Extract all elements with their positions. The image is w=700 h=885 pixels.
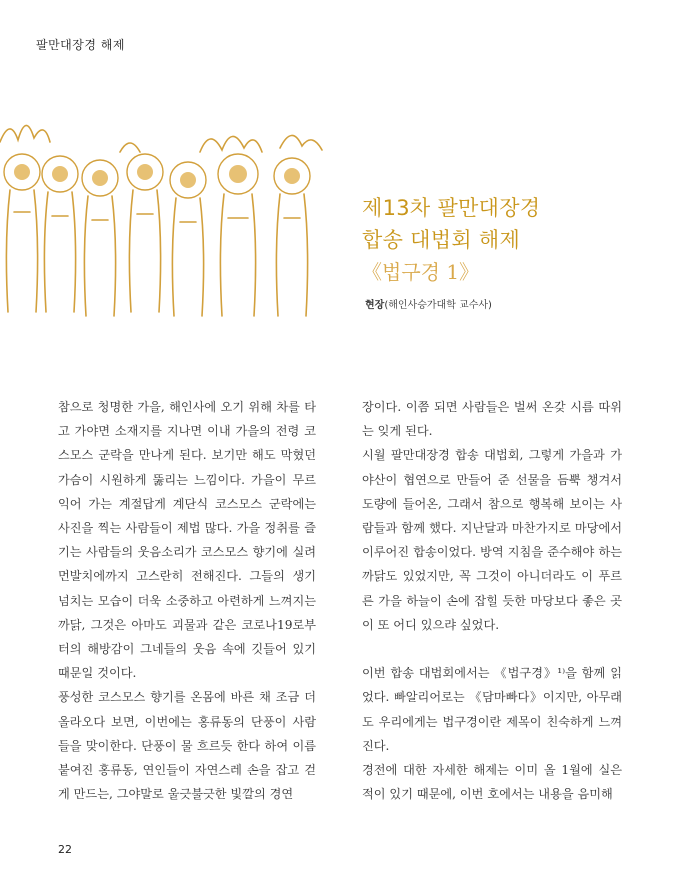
flame-background [0,125,322,152]
author-byline [365,296,492,311]
author-affiliation: (해인사승가대학 교수사) [384,300,492,311]
figure-5 [170,162,206,316]
paragraph: 장이다. 이쯤 되면 사람들은 벌써 온갖 시름 따위는 잊게 된다. [362,400,622,439]
figure-group [4,154,310,316]
figure-3 [82,160,118,316]
paragraph: 경전에 대한 자세한 해제는 이미 올 1월에 실은 적이 있기 때문에, 이번 호에서는 내용을 음미해 [362,763,622,802]
figure-7 [274,158,310,316]
page-number: 22 [58,843,72,856]
body-column-left [58,395,316,806]
author-name: 현장 [365,300,385,311]
figure-4 [127,154,163,312]
paragraph: 풍성한 코스모스 향기를 온몸에 바른 채 조금 더 올라오다 보면, 이번에는 홍류동의 단풍이 사람들을 맞이한다. 단풍이 물 흐르듯 한다 하여 이름 붙여진 홍류동, 연인들이 자연스레 손을 잡고 걷게 만드는, 그야말로 울긋불긋한 빛깔의 경연 [58,690,316,802]
body-column-right [362,395,622,806]
article-subtitle: 《법구경 1》 [362,260,480,284]
paragraph-gap [362,637,622,661]
figure-6 [218,154,258,316]
running-header: 팔만대장경 해제 [36,38,125,52]
article-title-line-2: 합송 대법회 해제 [362,228,521,252]
buddhist-figures-illustration [0,112,340,317]
article-title-block [362,192,682,287]
paragraph: 참으로 청명한 가을, 해인사에 오기 위해 차를 타고 가야면 소재지를 지나면 이내 가을의 전령 코스모스 군락을 만나게 된다. 보기만 해도 막혔던 가슴이 시원하게 뚫리는 느낌이다. 가을이 무르익어 가는 계절답게 계단식 코스모스 군락에는 사진을 찍는 사람들이 제법 많다. 가을 정취를 즐기는 사람들의 웃음소리가 코스모스 향기에 실려 먼발치에까지 고스란히 전해진다. 그들의 생기 넘치는 모습이 더욱 소중하고 아련하게 느껴지는 까닭, 그것은 아마도 괴물과 같은 코로나19로부터의 해방감이 그네들의 웃음 속에 깃들어 있기 때문일 것이다. [58,400,316,681]
article-title-line-1: 제13차 팔만대장경 [362,196,541,220]
paragraph: 시월 팔만대장경 합송 대법회, 그렇게 가을과 가야산이 협연으로 만들어 준 선물을 듬뿍 챙겨서 도량에 들어온, 그래서 참으로 행복해 보이는 사람들과 함께 했다. 지난달과 마찬가지로 마당에서 이루어진 합송이었다. 방역 지침을 준수해야 하는 까닭도 있었지만, 꼭 그것이 아니더라도 이 푸르른 가을 하늘이 손에 잡힐 듯한 마당보다 좋은 곳이 또 어디 있으랴 싶었다. [362,448,622,632]
figure-2 [42,156,78,312]
figure-1 [4,154,40,312]
paragraph: 이번 합송 대법회에서는 《법구경》¹⁾을 함께 읽었다. 빠알리어로는 《담마빠다》이지만, 아무래도 우리에게는 법구경이란 제목이 친숙하게 느껴진다. [362,666,622,753]
